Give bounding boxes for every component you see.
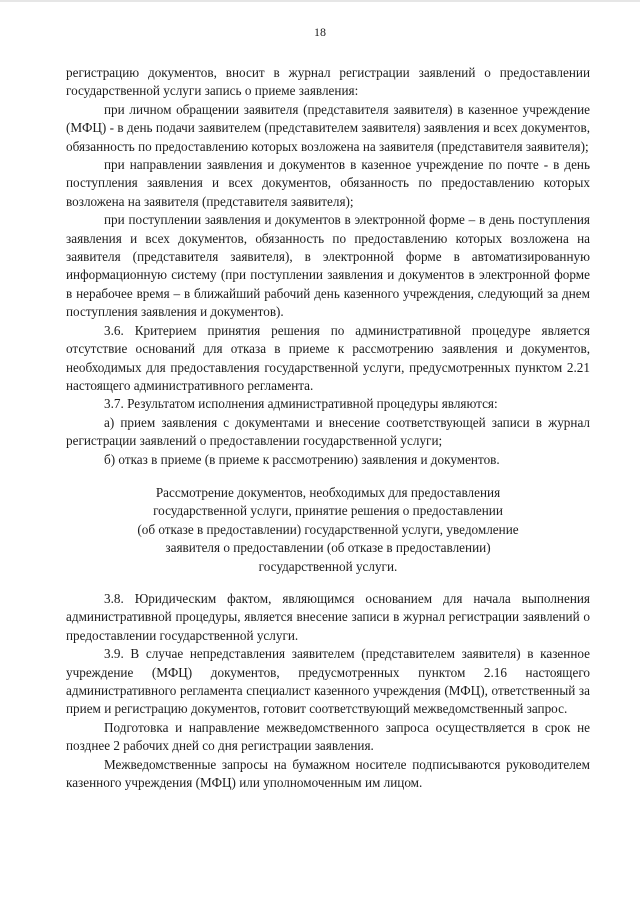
section-heading-line: Рассмотрение документов, необходимых для предоставления bbox=[155, 484, 501, 500]
paragraph: при личном обращении заявителя (представителя заявителя) в казенное учреждение (МФЦ) - в день подачи заявителем (представителем заявителя) заявления и всех документов, обязанность по предоставлению которых возложена на заявителя (представителя заявителя); bbox=[66, 101, 590, 154]
section-heading-line: государственной услуги. bbox=[258, 558, 398, 574]
section-heading-line: заявителя о предоставлении (об отказе в предоставлении) bbox=[165, 540, 491, 556]
section-heading-line: государственной услуги, принятие решения о предоставлении bbox=[153, 503, 503, 519]
paragraph-3-9: 3.9. В случае непредставления заявителем (представителем заявителя) в казенное учреждение (МФЦ) документов, предусмотренных пунктом 2.16 настоящего административного регламента специалист казенного учреждения (МФЦ), ответственный за прием и регистрацию документов, готовит соответствующий межведомственный запрос. bbox=[66, 646, 590, 717]
list-item-a: а) прием заявления с документами и внесение соответствующей записи в журнал регистрации заявлений о предоставлении государственной услуги; bbox=[66, 414, 590, 449]
paragraph-3-7: 3.7. Результатом исполнения административной процедуры являются: bbox=[104, 396, 498, 412]
paragraph: регистрацию документов, вносит в журнал регистрации заявлений о предоставлении государственной услуги запись о приеме заявления: bbox=[66, 65, 590, 99]
page-number: 18 bbox=[314, 25, 326, 39]
list-item-b: б) отказ в приеме (в приеме к рассмотрению) заявления и документов. bbox=[104, 451, 500, 467]
paragraph-3-8: 3.8. Юридическим фактом, являющимся основанием для начала выполнения административной процедуры, является внесение записи в журнал регистрации заявлений о предоставлении государственной услуги. bbox=[66, 590, 590, 643]
paragraph: Межведомственные запросы на бумажном носителе подписываются руководителем казенного учреждения (МФЦ) или уполномоченным им лицом. bbox=[66, 756, 590, 791]
document-body bbox=[66, 64, 590, 792]
scan-top-edge bbox=[0, 0, 640, 2]
section-heading-line: (об отказе в предоставлении) государственной услуги, уведомление bbox=[137, 521, 519, 537]
paragraph: при направлении заявления и документов в казенное учреждение по почте - в день поступления заявления и всех документов, обязанность по предоставлению которых возложена на заявителя (представителя заявителя); bbox=[66, 157, 590, 209]
paragraph: при поступлении заявления и документов в электронной форме – в день поступления заявления и всех документов, обязанность по предоставлению которых возложена на заявителя (представителя заявителя), в электронной форме в автоматизированную информационную систему (при поступлении заявления и документов в электронной форме в нерабочее время – в ближайший рабочий день казенного учреждения, следующий за днем поступления заявления и документов). bbox=[66, 212, 590, 320]
paragraph-3-6: 3.6. Критерием принятия решения по административной процедуре является отсутствие оснований для отказа в приеме к рассмотрению заявления и документов, необходимых для предоставления государственной услуги, предусмотренных пунктом 2.21 настоящего административного регламента. bbox=[66, 322, 590, 393]
paragraph: Подготовка и направление межведомственного запроса осуществляется в срок не позднее 2 рабочих дней со дня регистрации заявления. bbox=[66, 719, 590, 754]
section-heading bbox=[66, 484, 590, 576]
